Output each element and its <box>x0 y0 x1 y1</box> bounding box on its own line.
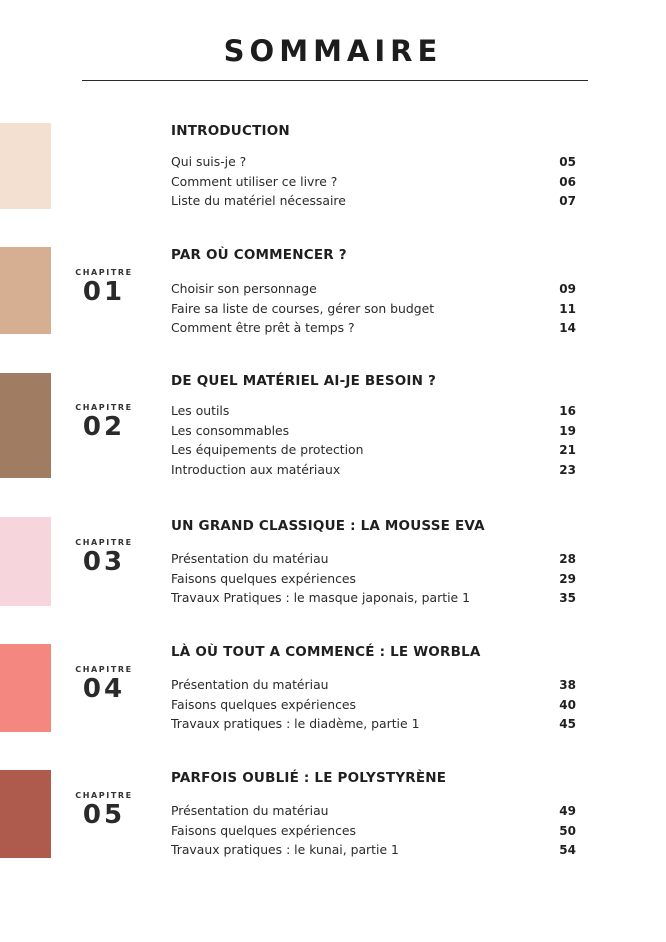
chapter-number: 02 <box>82 412 126 442</box>
chapter-number: 04 <box>82 674 126 704</box>
entry-label: Les équipements de protection <box>171 442 364 458</box>
section-title: UN GRAND CLASSIQUE : LA MOUSSE EVA <box>171 518 485 534</box>
entry-page: 21 <box>559 443 576 458</box>
toc-entry[interactable] <box>171 191 576 211</box>
entry-page: 28 <box>559 552 576 566</box>
chapter-number: 03 <box>82 547 126 577</box>
color-swatch-chapter-01 <box>0 247 51 334</box>
toc-entry[interactable] <box>171 714 576 734</box>
color-swatch-chapter-02 <box>0 373 51 478</box>
toc-entry[interactable] <box>171 588 576 608</box>
entry-label: Qui suis-je ? <box>171 154 247 169</box>
chapter-label: CHAPITRE <box>75 665 133 674</box>
toc-entry[interactable] <box>171 821 576 841</box>
section-title: LÀ OÙ TOUT A COMMENCÉ : LE WORBLA <box>171 644 481 660</box>
entry-page: 07 <box>559 194 576 209</box>
entry-page: 50 <box>559 823 576 838</box>
entry-label: Faisons quelques expériences <box>171 696 356 712</box>
entry-page: 19 <box>559 423 576 438</box>
chapter-marker-04 <box>62 665 146 703</box>
section-title: DE QUEL MATÉRIEL AI-JE BESOIN ? <box>171 373 437 389</box>
toc-entry[interactable] <box>171 172 576 192</box>
chapter-label: CHAPITRE <box>75 268 133 277</box>
entry-label: Travaux pratiques : le kunai, partie 1 <box>171 842 399 858</box>
entry-page: 29 <box>559 571 576 586</box>
entry-label: Présentation du matériau <box>171 551 329 566</box>
chapter-marker-01 <box>62 268 146 306</box>
toc-entry[interactable] <box>171 279 576 299</box>
section-chapter-05 <box>171 770 576 860</box>
toc-entry[interactable] <box>171 840 576 860</box>
chapter-marker-03 <box>62 538 146 576</box>
chapter-label: CHAPITRE <box>75 403 133 412</box>
section-introduction <box>171 123 576 211</box>
toc-entry[interactable] <box>171 401 576 421</box>
chapter-label: CHAPITRE <box>75 538 133 547</box>
toc-entry[interactable] <box>171 152 576 172</box>
toc-entry[interactable] <box>171 460 576 480</box>
entry-page: 14 <box>559 321 576 336</box>
toc-entry[interactable] <box>171 421 576 441</box>
section-title: INTRODUCTION <box>171 123 290 139</box>
chapter-marker-05 <box>62 791 146 829</box>
entry-label: Travaux pratiques : le diadème, partie 1 <box>171 716 420 732</box>
toc-entry[interactable] <box>171 299 576 319</box>
toc-entry[interactable] <box>171 318 576 338</box>
toc-entry[interactable] <box>171 801 576 821</box>
entry-page: 11 <box>559 301 576 316</box>
entry-label: Présentation du matériau <box>171 677 329 692</box>
entry-page: 16 <box>559 404 576 418</box>
entry-label: Faire sa liste de courses, gérer son budget <box>171 300 435 316</box>
title-divider <box>82 80 588 81</box>
entry-page: 06 <box>559 174 576 189</box>
entry-label: Faisons quelques expériences <box>171 822 356 838</box>
entry-page: 35 <box>559 591 576 606</box>
entry-label: Choisir son personnage <box>171 281 317 296</box>
toc-entry[interactable] <box>171 695 576 715</box>
color-swatch-chapter-04 <box>0 644 51 732</box>
entry-label: Faisons quelques expériences <box>171 570 356 586</box>
page-title: SOMMAIRE <box>223 34 443 68</box>
entry-label: Comment utiliser ce livre ? <box>171 173 338 189</box>
entry-label: Liste du matériel nécessaire <box>171 193 346 209</box>
section-title: PARFOIS OUBLIÉ : LE POLYSTYRÈNE <box>171 770 447 786</box>
toc-entry[interactable] <box>171 675 576 695</box>
entry-label: Comment être prêt à temps ? <box>171 320 355 336</box>
section-chapter-01 <box>171 247 576 338</box>
color-swatch-chapter-03 <box>0 517 51 606</box>
section-chapter-04 <box>171 644 576 734</box>
chapter-number: 01 <box>82 277 126 307</box>
toc-entry[interactable] <box>171 440 576 460</box>
section-title: PAR OÙ COMMENCER ? <box>171 247 347 263</box>
entry-page: 49 <box>559 804 576 818</box>
entry-label: Les outils <box>171 403 230 418</box>
entry-page: 05 <box>559 155 576 169</box>
section-chapter-03 <box>171 518 576 608</box>
entry-label: Travaux Pratiques : le masque japonais, partie 1 <box>171 590 470 606</box>
chapter-label: CHAPITRE <box>75 791 133 800</box>
entry-label: Les consommables <box>171 422 290 438</box>
color-swatch-introduction <box>0 123 51 209</box>
entry-label: Introduction aux matériaux <box>171 462 341 478</box>
toc-entry[interactable] <box>171 569 576 589</box>
section-chapter-02 <box>171 373 576 480</box>
entry-page: 40 <box>559 697 576 712</box>
chapter-number: 05 <box>82 800 126 830</box>
entry-page: 23 <box>559 463 576 478</box>
entry-page: 54 <box>559 843 576 858</box>
chapter-marker-02 <box>62 403 146 441</box>
toc-entry[interactable] <box>171 549 576 569</box>
entry-page: 09 <box>559 282 576 296</box>
entry-page: 38 <box>559 678 576 692</box>
color-swatch-chapter-05 <box>0 770 51 858</box>
entry-page: 45 <box>559 717 576 732</box>
entry-label: Présentation du matériau <box>171 803 329 818</box>
